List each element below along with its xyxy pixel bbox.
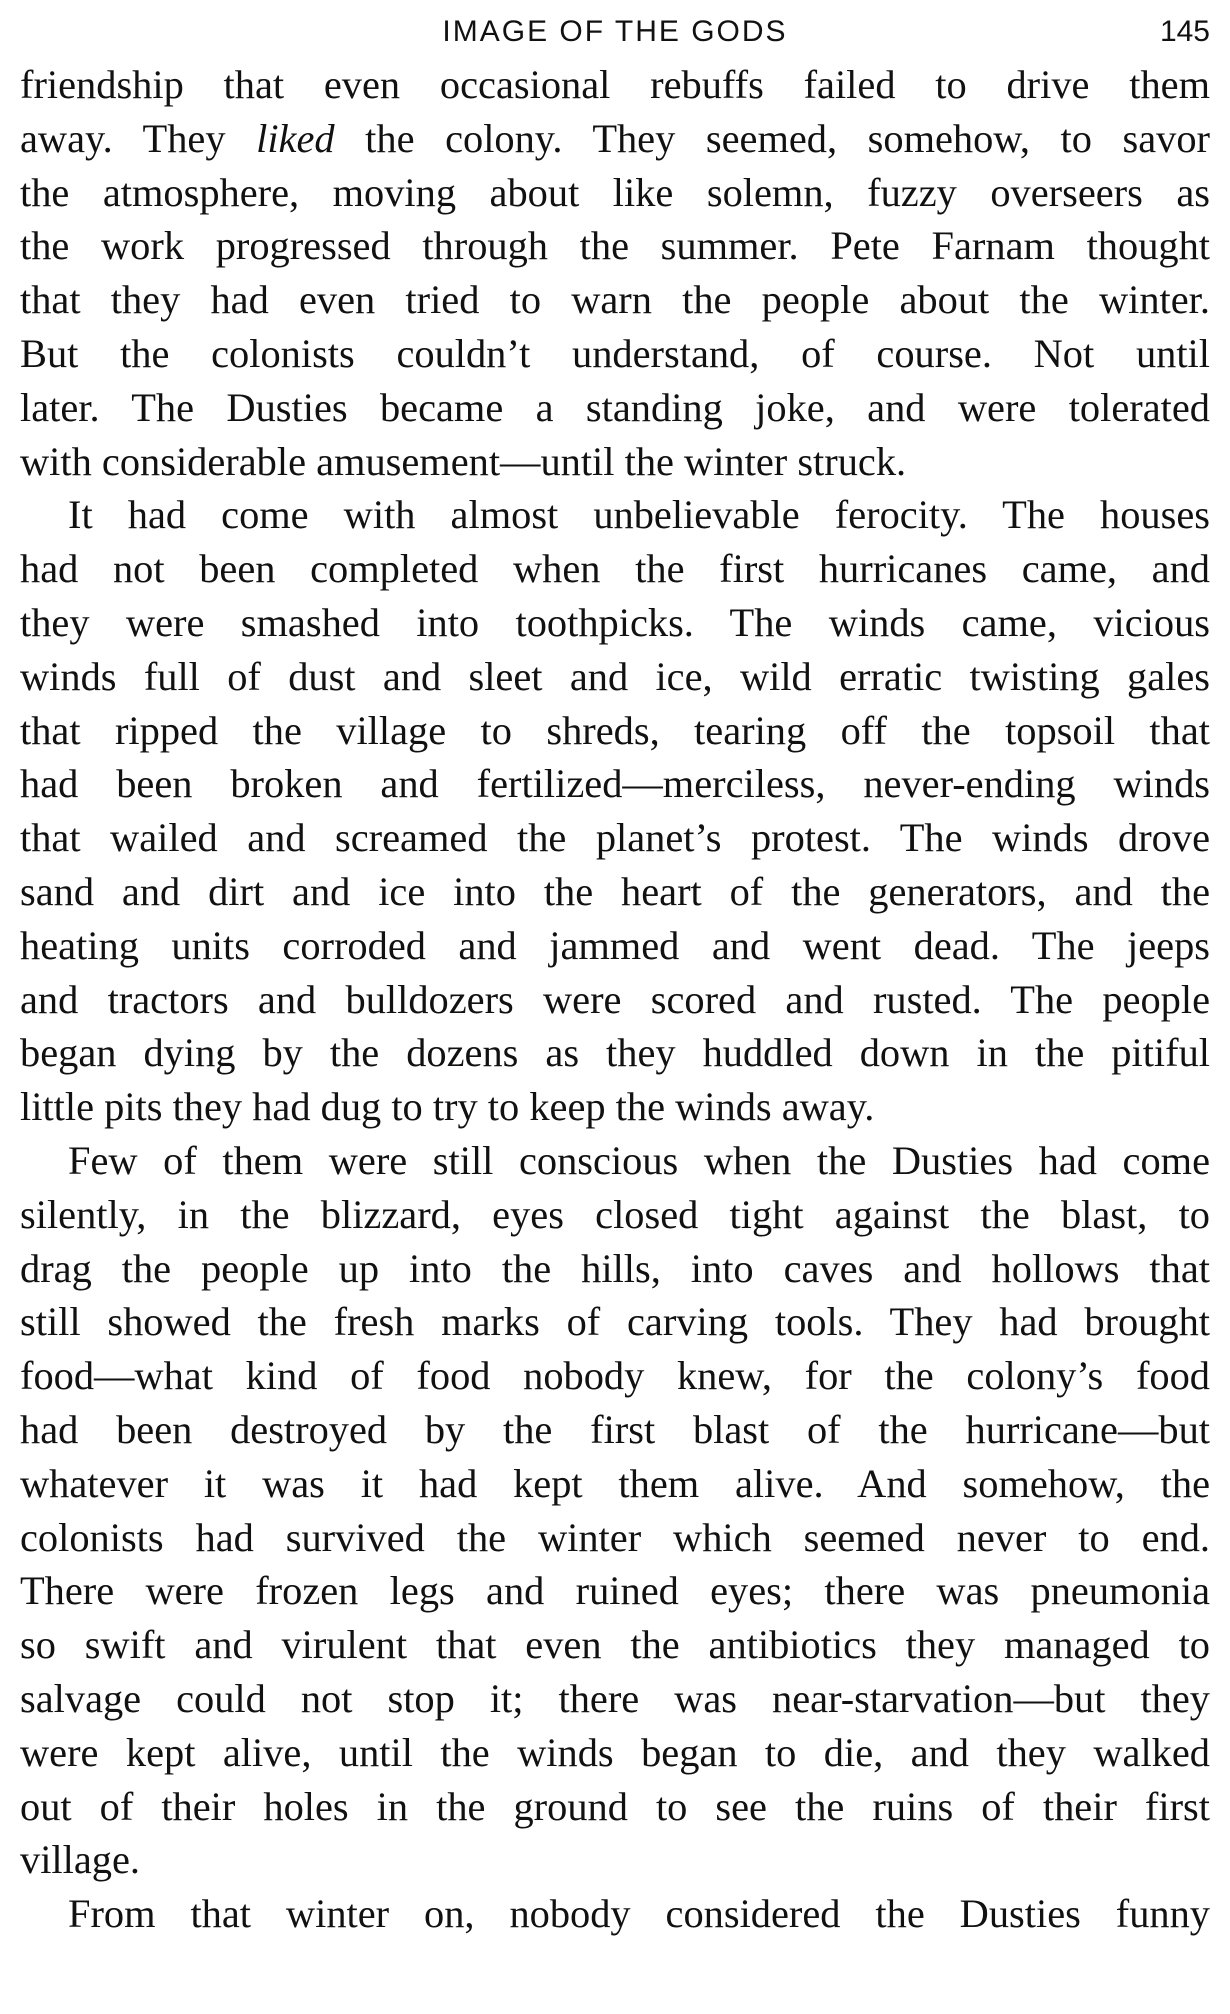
text-line: whatever it was it had kept them alive. And somehow, the: [20, 1460, 1210, 1506]
text-line: were kept alive, until the winds began to die, and they walked: [20, 1729, 1210, 1775]
paragraph-2: [20, 488, 1210, 1134]
text-line: silently, in the blizzard, eyes closed tight against the blast, to: [20, 1191, 1210, 1237]
text-line: colonists had survived the winter which seemed never to end.: [20, 1514, 1210, 1560]
paragraph-3: [20, 1134, 1210, 1887]
text-line: It had come with almost unbelievable ferocity. The houses: [68, 492, 1210, 538]
text-line: had not been completed when the first hurricanes came, and: [20, 546, 1210, 592]
text-line: away. They liked the colony. They seemed, somehow, to savor: [20, 115, 1210, 161]
italic-word: liked: [256, 115, 335, 161]
text-line: There were frozen legs and ruined eyes; there was pneumonia: [20, 1568, 1210, 1614]
text-line: with considerable amusement—until the winter struck.: [20, 438, 907, 484]
body-text: [20, 58, 1210, 1941]
text-line: From that winter on, nobody considered the Dusties funny: [68, 1891, 1210, 1937]
text-line: friendship that even occasional rebuffs failed to drive them: [20, 62, 1210, 107]
text-line: later. The Dusties became a standing joke, and were tolerated: [20, 384, 1210, 430]
text-line: that wailed and screamed the planet’s protest. The winds drove: [20, 815, 1210, 861]
text-line: had been broken and fertilized—merciless, never-ending winds: [20, 761, 1210, 807]
paragraph-1: [20, 58, 1210, 488]
text-line: they were smashed into toothpicks. The winds came, vicious: [20, 599, 1210, 645]
text-line: little pits they had dug to try to keep the winds away.: [20, 1084, 875, 1130]
paragraph-4: [20, 1887, 1210, 1941]
text-line: out of their holes in the ground to see the ruins of their first: [20, 1783, 1210, 1829]
running-title: IMAGE OF THE GODS: [442, 15, 788, 48]
page-number: 145: [1159, 15, 1210, 48]
text-line: food—what kind of food nobody knew, for the colony’s food: [20, 1353, 1210, 1399]
text-line: still showed the fresh marks of carving tools. They had brought: [20, 1299, 1210, 1345]
text-line: village.: [20, 1837, 141, 1883]
text-line: had been destroyed by the first blast of the hurricane—but: [20, 1406, 1210, 1452]
text-line: began dying by the dozens as they huddled down in the pitiful: [20, 1030, 1210, 1076]
text-line: But the colonists couldn’t understand, of course. Not until: [20, 330, 1210, 376]
text-line: the work progressed through the summer. Pete Farnam thought: [20, 223, 1210, 269]
text-line: and tractors and bulldozers were scored and rusted. The people: [20, 976, 1210, 1022]
text-line: winds full of dust and sleet and ice, wild erratic twisting gales: [20, 653, 1210, 699]
text-line: that ripped the village to shreds, tearing off the topsoil that: [20, 707, 1210, 753]
book-page: [20, 0, 1210, 2014]
running-head: [20, 0, 1210, 58]
text-line: that they had even tried to warn the people about the winter.: [20, 277, 1210, 323]
text-line: sand and dirt and ice into the heart of the generators, and the: [20, 868, 1210, 914]
text-line: salvage could not stop it; there was near-starvation—but they: [20, 1675, 1210, 1721]
text-line: so swift and virulent that even the antibiotics they managed to: [20, 1622, 1210, 1668]
text-line: heating units corroded and jammed and went dead. The jeeps: [20, 922, 1210, 968]
text-line: drag the people up into the hills, into caves and hollows that: [20, 1245, 1210, 1291]
text-line: the atmosphere, moving about like solemn, fuzzy overseers as: [20, 169, 1210, 215]
text-line: Few of them were still conscious when the Dusties had come: [68, 1137, 1210, 1183]
